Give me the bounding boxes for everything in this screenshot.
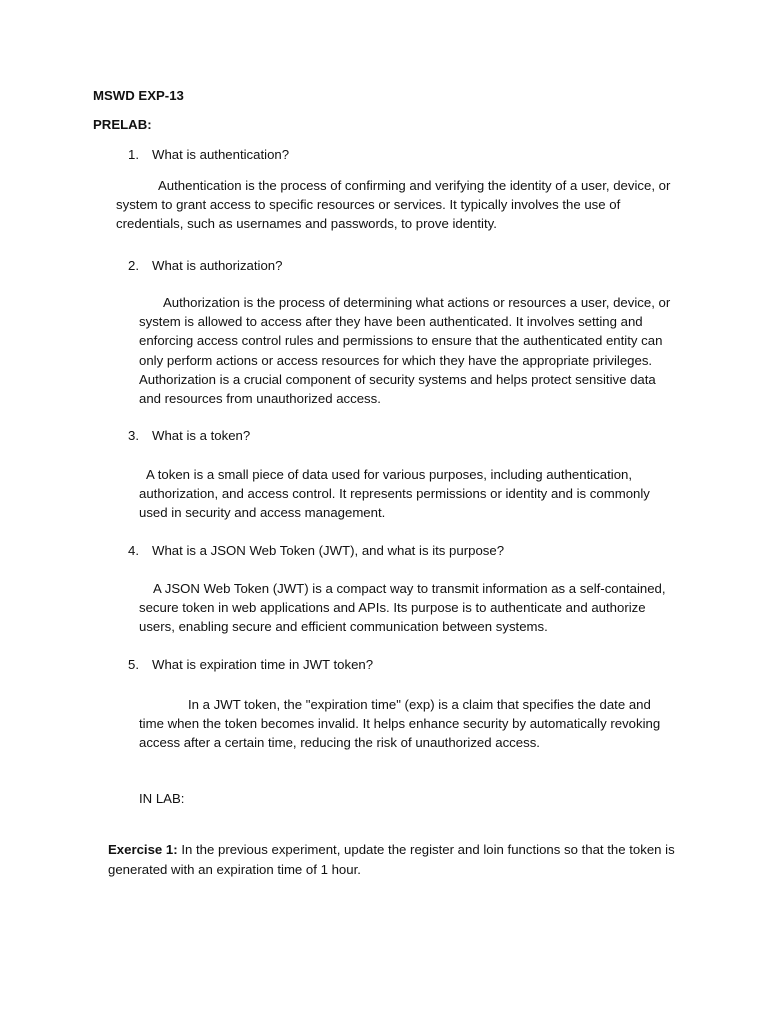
question-number: 3. — [128, 428, 139, 443]
question-text: What is authentication? — [152, 147, 290, 162]
answer-1: Authentication is the process of confirming and verifying the identity of a user, device, or system to grant access to specific resources or services. It typically involves the use of credentials, such as usernames and passwords, to prove identity. — [116, 178, 671, 232]
exercise-label: Exercise 1: — [108, 842, 178, 857]
answer-3: A token is a small piece of data used for various purposes, including authentication, authorization, and access control. It represents permissions or identity and is commonly used in security and access management. — [139, 467, 650, 521]
question-text: What is expiration time in JWT token? — [152, 657, 374, 672]
inlab-heading: IN LAB: — [139, 791, 185, 806]
answer-5: In a JWT token, the "expiration time" (exp) is a claim that specifies the date and time when the token becomes invalid. It helps enhance security by automatically revoking access after a certain time, reducing the risk of unauthorized access. — [139, 697, 661, 751]
question-number: 1. — [128, 147, 139, 162]
question-text: What is a JSON Web Token (JWT), and what is its purpose? — [152, 543, 505, 558]
question-1 — [128, 147, 289, 162]
answer-2: Authorization is the process of determining what actions or resources a user, device, or system is allowed to access after they have been authenticated. It involves setting and enforcing access control rules and permissions to ensure that the authenticated entity can only perform actions or access resources for which they have the appropriate privileges. Authorization is a crucial component of security systems and helps protect sensitive data and resources from unauthorized access. — [139, 295, 671, 407]
question-number: 2. — [128, 258, 139, 273]
document-title: MSWD EXP-13 — [93, 88, 184, 103]
question-4 — [128, 543, 504, 558]
question-5 — [128, 657, 373, 672]
prelab-heading: PRELAB: — [93, 117, 152, 132]
exercise-1 — [108, 840, 698, 879]
question-text: What is authorization? — [152, 258, 283, 273]
question-2 — [128, 258, 282, 273]
question-text: What is a token? — [152, 428, 251, 443]
answer-4: A JSON Web Token (JWT) is a compact way to transmit information as a self-contained, secure token in web applications and APIs. Its purpose is to authenticate and authorize users, enabling secure and efficient communication between systems. — [139, 581, 666, 635]
question-number: 5. — [128, 657, 139, 672]
question-3 — [128, 428, 250, 443]
exercise-text: In the previous experiment, update the register and loin functions so that the token is generated with an expiration time of 1 hour. — [108, 842, 675, 877]
question-number: 4. — [128, 543, 139, 558]
